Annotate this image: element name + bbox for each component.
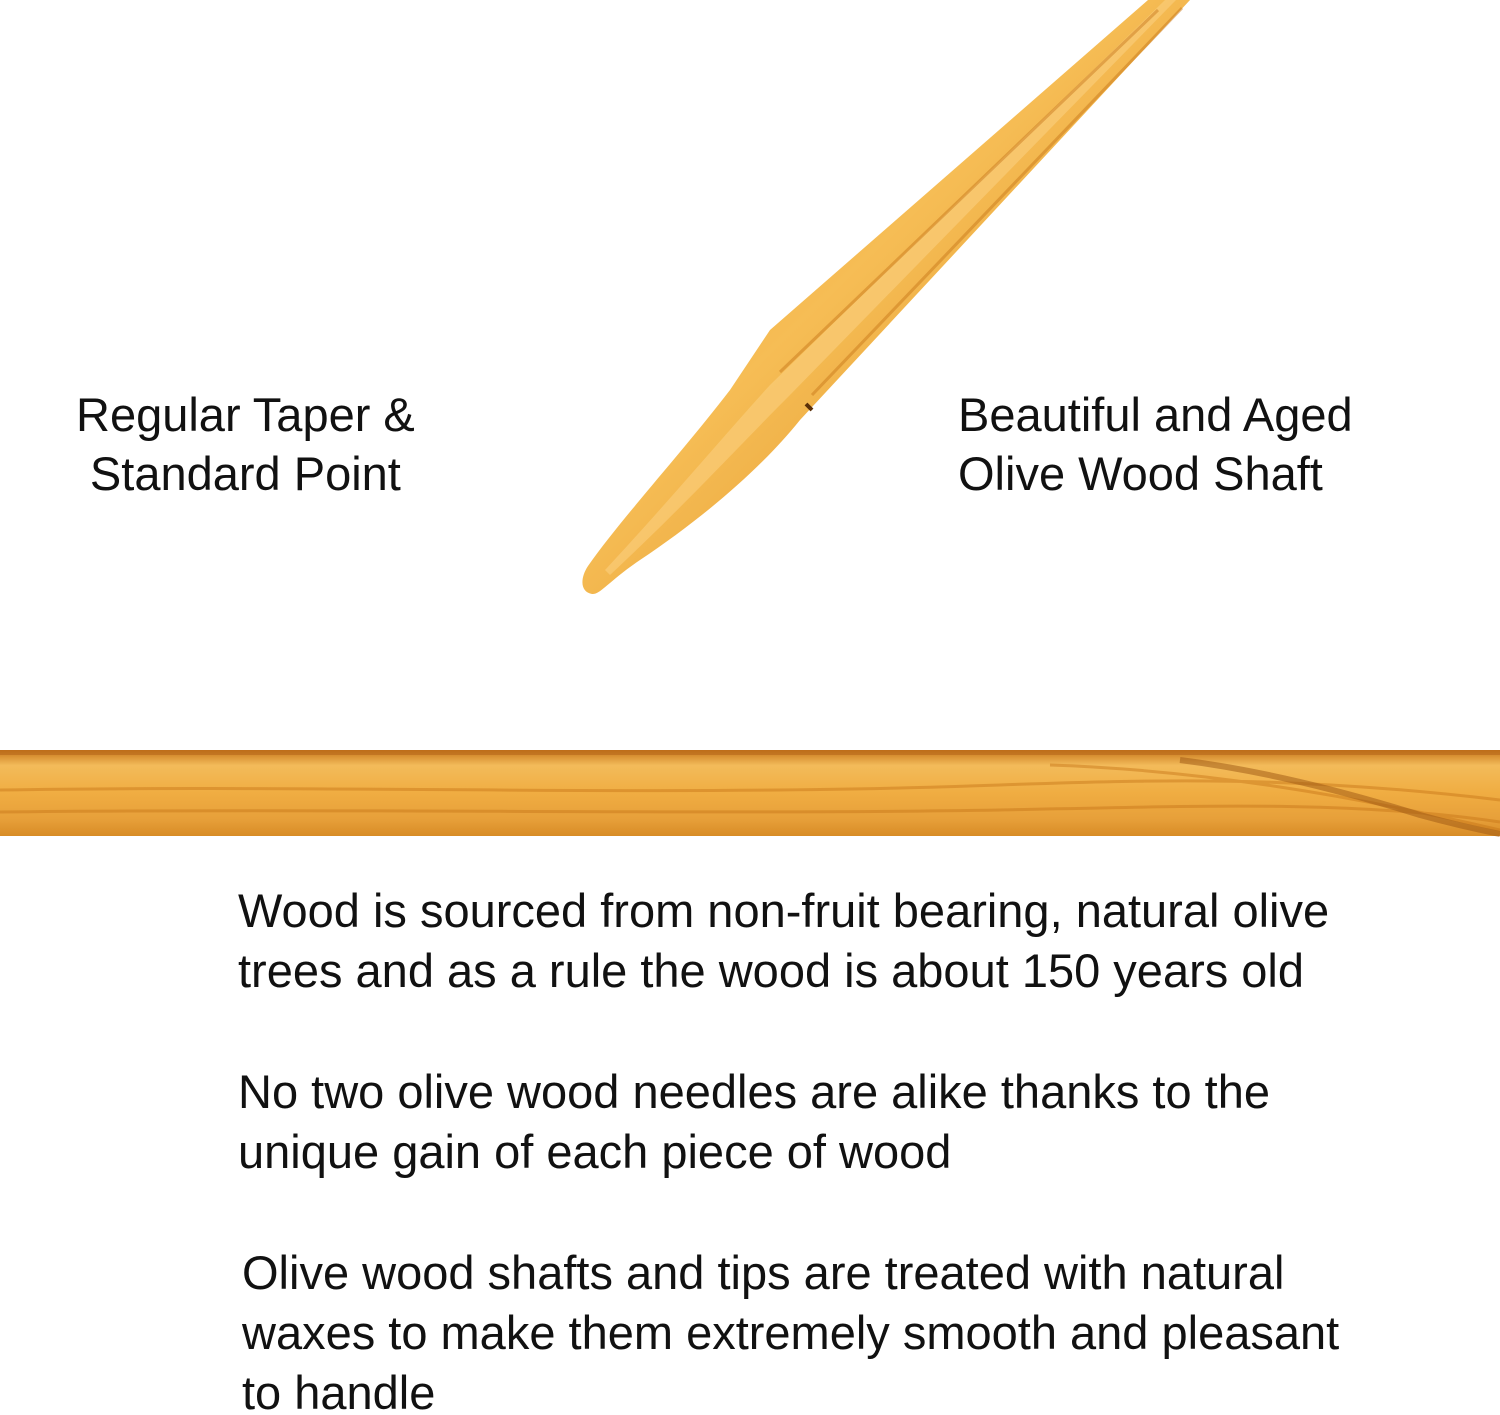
paragraph-line: to handle — [242, 1366, 436, 1415]
horizontal-shaft — [0, 750, 1500, 836]
paragraph-line: Wood is sourced from non-fruit bearing, natural olive — [238, 884, 1330, 937]
paragraph-line: Olive wood shafts and tips are treated with natural — [242, 1246, 1285, 1299]
taper-label-line-2: Standard Point — [89, 447, 401, 500]
paragraph-line: unique gain of each piece of wood — [238, 1125, 952, 1178]
horizontal-shaft-top-edge — [0, 750, 1500, 755]
shaft-label-line-1: Beautiful and Aged — [958, 388, 1353, 441]
taper-label-line-1: Regular Taper & — [76, 388, 415, 441]
paragraph-line: trees and as a rule the wood is about 150 years old — [238, 944, 1305, 997]
shaft-label — [958, 385, 1353, 503]
unique-grain-paragraph — [238, 1062, 1270, 1182]
paragraph-line: No two olive wood needles are alike thanks to the — [238, 1065, 1271, 1118]
wood-source-paragraph — [238, 881, 1329, 1001]
taper-label — [76, 385, 415, 503]
paragraph-line: waxes to make them extremely smooth and pleasant — [242, 1306, 1340, 1359]
wax-treatment-paragraph — [242, 1243, 1339, 1415]
shaft-label-line-2: Olive Wood Shaft — [958, 447, 1323, 500]
